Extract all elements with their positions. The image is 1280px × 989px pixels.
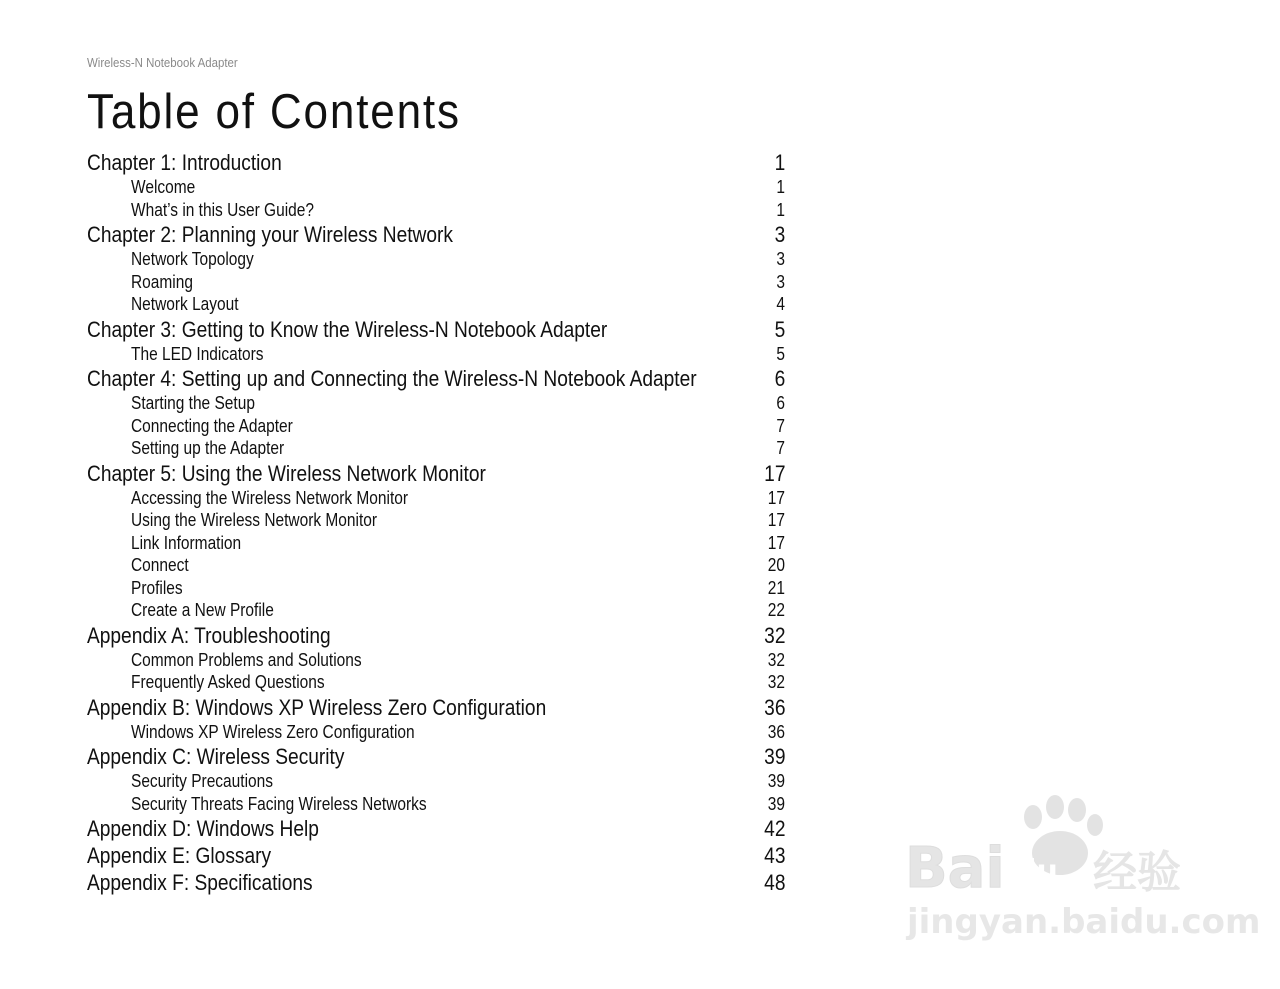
toc-entry-title: Link Information [131, 532, 242, 553]
toc-page-number: 42 [763, 816, 785, 841]
toc-page-number: 32 [767, 672, 785, 692]
toc-entry-title: Accessing the Wireless Network Monitor [131, 487, 409, 508]
toc-page-number: 36 [763, 694, 785, 720]
toc-page-number: 22 [767, 600, 785, 620]
toc-entry-title: Appendix F: Specifications [87, 870, 313, 895]
toc-entry-title: Frequently Asked Questions [131, 672, 325, 692]
watermark-brand: Bai [905, 836, 1005, 901]
toc-entry-title: Security Precautions [131, 771, 273, 791]
toc-page-number: 3 [776, 271, 785, 292]
toc-entry-title: Appendix E: Glossary [87, 843, 272, 868]
toc-entry-title: Security Threats Facing Wireless Networks [131, 793, 427, 814]
toc-entry-title: Create a New Profile [131, 600, 274, 620]
toc-page-number: 36 [767, 721, 785, 742]
toc-entry-title: Appendix A: Troubleshooting [87, 622, 331, 648]
toc-entry-title: Chapter 4: Setting up and Connecting the Wireless-N Notebook Adapter [87, 366, 697, 391]
toc-entry-title: The LED Indicators [131, 343, 264, 364]
toc-page-number: 39 [767, 793, 785, 814]
toc-page-number: 17 [763, 460, 785, 486]
toc-entry-title: Profiles [131, 577, 183, 598]
toc-entry-title: Roaming [131, 271, 193, 292]
watermark-url: jingyan.baidu.com [907, 902, 1261, 942]
toc-page-number: 20 [767, 555, 785, 575]
toc-entry-title: Appendix C: Wireless Security [87, 744, 345, 769]
toc-entry-title: Starting the Setup [131, 393, 255, 413]
toc-page-number: 6 [774, 366, 785, 391]
toc-page-number: 1 [774, 150, 785, 175]
toc-entry-title: Appendix B: Windows XP Wireless Zero Configuration [87, 694, 547, 720]
toc-page-number: 5 [774, 316, 785, 342]
toc-page-number: 1 [776, 177, 785, 197]
toc-page-number: 3 [774, 222, 785, 247]
toc-entry-title: Network Layout [131, 294, 239, 314]
toc-entry-title: Using the Wireless Network Monitor [131, 510, 378, 530]
toc-page-number: 7 [776, 415, 785, 436]
toc-entry-title: Chapter 2: Planning your Wireless Network [87, 222, 453, 247]
toc-page-number: 39 [767, 771, 785, 791]
toc-entry-title: Network Topology [131, 249, 254, 269]
watermark-logo [905, 795, 1261, 945]
toc-page-number: 17 [767, 510, 785, 530]
toc-entry-title: What’s in this User Guide? [131, 199, 314, 220]
toc-page-number: 6 [776, 393, 785, 413]
toc-entry-title: Appendix D: Windows Help [87, 816, 319, 841]
toc-entry-title: Connecting the Adapter [131, 415, 293, 436]
toc-entry-title: Common Problems and Solutions [131, 649, 362, 670]
svg-text:du: du [1015, 854, 1058, 889]
toc-page-number: 17 [767, 487, 785, 508]
toc-entry-title: Chapter 1: Introduction [87, 150, 282, 175]
toc-page-number: 21 [767, 577, 785, 598]
page-title: Table of Contents [87, 85, 461, 139]
toc-entry-title: Connect [131, 555, 189, 575]
running-header: Wireless-N Notebook Adapter [87, 55, 238, 70]
toc-page-number: 43 [763, 843, 785, 868]
toc-page-number: 32 [767, 649, 785, 670]
toc-page-number: 7 [776, 438, 785, 458]
toc-page-number: 39 [763, 744, 785, 769]
toc-page-number: 32 [763, 622, 785, 648]
toc-entry-title: Chapter 5: Using the Wireless Network Monitor [87, 460, 486, 486]
toc-entry-title: Welcome [131, 177, 196, 197]
toc-page-number: 1 [776, 199, 785, 220]
toc-page-number: 48 [763, 870, 785, 895]
toc-entry-title: Setting up the Adapter [131, 438, 285, 458]
svg-text:经验: 经验 [1093, 847, 1181, 898]
toc-page-number: 3 [776, 249, 785, 269]
toc-page-number: 5 [776, 343, 785, 364]
toc-page-number: 4 [776, 294, 785, 314]
toc-entry-title: Chapter 3: Getting to Know the Wireless-N Notebook Adapter [87, 316, 608, 342]
toc-page-number: 17 [767, 532, 785, 553]
toc-entry-title: Windows XP Wireless Zero Configuration [131, 721, 415, 742]
